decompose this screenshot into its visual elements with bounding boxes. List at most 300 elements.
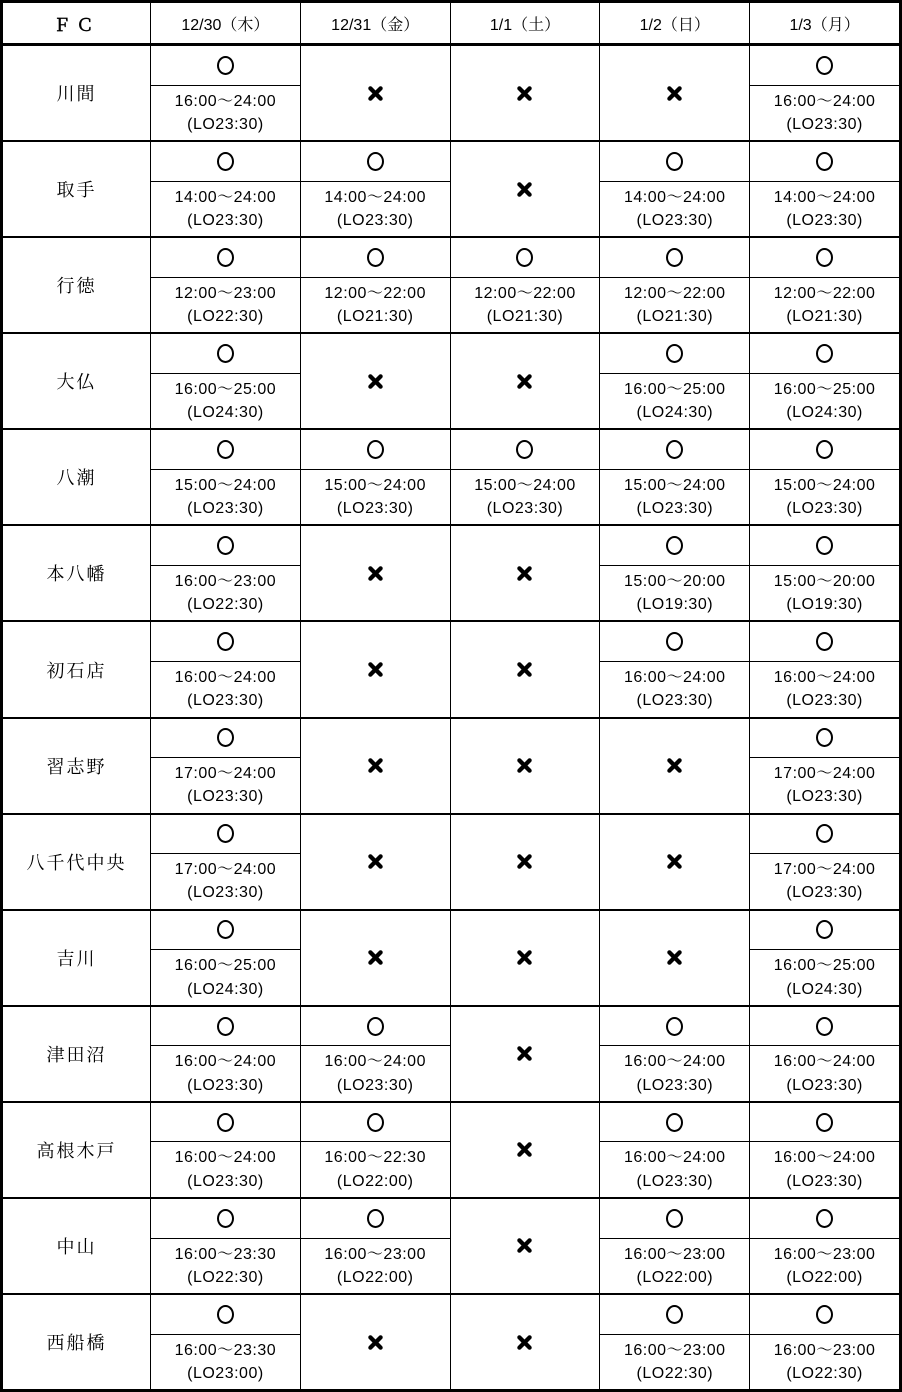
- open-circle-icon: [367, 1209, 384, 1228]
- day-cell-closed: [599, 815, 749, 909]
- last-order-text: (LO23:30): [336, 211, 414, 229]
- hours-text: 16:00～23:00: [773, 1341, 876, 1359]
- day-cell-open: [749, 46, 899, 140]
- open-circle-icon: [516, 248, 533, 267]
- closed-cross-icon: [367, 661, 384, 678]
- table-row: [3, 46, 899, 142]
- hours-block: [600, 470, 749, 525]
- day-cell-closed: [450, 719, 600, 813]
- open-status-area: [750, 911, 899, 951]
- hours-text: 16:00～23:00: [773, 1245, 876, 1263]
- day-cell-closed: [450, 1199, 600, 1293]
- day-cell-closed: [450, 334, 600, 428]
- table-row: [3, 334, 899, 430]
- open-status-area: [600, 1199, 749, 1239]
- last-order-text: (LO23:30): [187, 500, 264, 518]
- hours-text: 14:00～24:00: [623, 188, 726, 206]
- hours-block: [151, 662, 300, 717]
- day-cell-open: [450, 238, 600, 332]
- hours-block: [301, 182, 450, 237]
- hours-block: [151, 470, 300, 525]
- last-order-text: (LO23:30): [636, 1172, 714, 1190]
- store-name-cell: 行徳: [56, 276, 97, 297]
- day-cell-open: [749, 815, 899, 909]
- day-cell-open: [150, 622, 300, 716]
- table-row: [3, 1295, 899, 1389]
- last-order-text: (LO22:00): [336, 1268, 414, 1286]
- last-order-text: (LO22:30): [786, 1364, 863, 1382]
- open-status-area: [750, 1007, 899, 1047]
- hours-text: 12:00～22:00: [474, 284, 576, 302]
- day-cell-open: [150, 238, 300, 332]
- last-order-text: (LO23:30): [786, 500, 863, 518]
- open-circle-icon: [217, 1305, 234, 1324]
- day-cell-closed: [300, 334, 450, 428]
- table-row: [3, 1103, 899, 1199]
- day-cell-open: [150, 815, 300, 909]
- hours-text: 16:00～23:00: [174, 573, 277, 591]
- open-status-area: [151, 1199, 300, 1239]
- last-order-text: (LO22:30): [187, 596, 264, 614]
- day-cell-open: [749, 719, 899, 813]
- store-name-cell: 取手: [56, 180, 97, 201]
- open-circle-icon: [666, 1305, 683, 1324]
- open-status-area: [301, 1007, 450, 1047]
- day-cell-open: [599, 622, 749, 716]
- day-cell-open: [749, 238, 899, 332]
- open-circle-icon: [816, 536, 833, 555]
- closed-cross-icon: [516, 757, 533, 774]
- open-status-area: [151, 46, 300, 86]
- closed-cross-icon: [516, 85, 533, 102]
- hours-text: 16:00～24:00: [174, 92, 277, 110]
- hours-text: 15:00～20:00: [773, 573, 876, 591]
- hours-text: 16:00～25:00: [773, 380, 876, 398]
- closed-cross-icon: [516, 565, 533, 582]
- date-header-1-2: 1/2（日）: [599, 3, 749, 43]
- last-order-text: (LO23:30): [786, 115, 863, 133]
- day-cell-open: [749, 526, 899, 620]
- hours-text: 15:00～24:00: [773, 476, 876, 494]
- store-name-cell: 吉川: [56, 948, 97, 969]
- store-name-cell: 八潮: [56, 468, 97, 489]
- day-cell-open: [749, 1007, 899, 1101]
- open-circle-icon: [217, 1113, 234, 1132]
- last-order-text: (LO22:30): [636, 1364, 714, 1382]
- hours-block: [600, 278, 749, 333]
- hours-text: 16:00～24:00: [773, 669, 876, 687]
- open-circle-icon: [816, 920, 833, 939]
- open-status-area: [750, 1103, 899, 1143]
- open-status-area: [151, 526, 300, 566]
- open-circle-icon: [367, 248, 384, 267]
- hours-block: [151, 854, 300, 909]
- hours-text: 15:00～24:00: [623, 476, 726, 494]
- open-status-area: [600, 1103, 749, 1143]
- open-status-area: [750, 719, 899, 759]
- day-cell-closed: [450, 526, 600, 620]
- hours-text: 16:00～24:00: [623, 1149, 726, 1167]
- table-row: [3, 622, 899, 718]
- day-cell-open: [599, 334, 749, 428]
- hours-text: 15:00～24:00: [324, 476, 426, 494]
- hours-text: 16:00～23:30: [174, 1341, 277, 1359]
- closed-cross-icon: [516, 853, 533, 870]
- last-order-text: (LO21:30): [636, 307, 714, 325]
- open-circle-icon: [217, 1209, 234, 1228]
- open-circle-icon: [816, 56, 833, 75]
- day-cell-open: [150, 526, 300, 620]
- last-order-text: (LO24:30): [786, 980, 863, 998]
- last-order-text: (LO23:30): [486, 500, 564, 518]
- hours-block: [151, 566, 300, 621]
- day-cell-open: [599, 1295, 749, 1389]
- last-order-text: (LO22:00): [336, 1172, 414, 1190]
- hours-text: 17:00～24:00: [773, 861, 876, 879]
- open-circle-icon: [516, 440, 533, 459]
- hours-block: [750, 374, 899, 429]
- day-cell-open: [749, 1103, 899, 1197]
- last-order-text: (LO23:30): [187, 788, 264, 806]
- last-order-text: (LO23:30): [636, 692, 714, 710]
- last-order-text: (LO23:30): [336, 1076, 414, 1094]
- hours-text: 12:00～23:00: [174, 284, 277, 302]
- day-cell-open: [150, 719, 300, 813]
- closed-cross-icon: [367, 949, 384, 966]
- last-order-text: (LO19:30): [636, 596, 714, 614]
- hours-text: 14:00～24:00: [174, 188, 277, 206]
- hours-text: 16:00～23:00: [623, 1245, 726, 1263]
- store-name-cell: 中山: [56, 1236, 97, 1257]
- hours-text: 17:00～24:00: [174, 765, 277, 783]
- open-circle-icon: [217, 536, 234, 555]
- open-circle-icon: [367, 152, 384, 171]
- open-status-area: [600, 430, 749, 470]
- hours-text: 16:00～25:00: [174, 957, 277, 975]
- day-cell-open: [150, 1199, 300, 1293]
- last-order-text: (LO23:30): [786, 1076, 863, 1094]
- hours-block: [750, 1239, 899, 1294]
- day-cell-open: [450, 430, 600, 524]
- day-cell-closed: [300, 1295, 450, 1389]
- open-status-area: [451, 238, 600, 278]
- hours-text: 16:00～24:00: [773, 1053, 876, 1071]
- last-order-text: (LO24:30): [636, 404, 714, 422]
- day-cell-closed: [450, 815, 600, 909]
- day-cell-closed: [450, 142, 600, 236]
- open-status-area: [600, 334, 749, 374]
- hours-text: 14:00～24:00: [324, 188, 426, 206]
- day-cell-closed: [300, 911, 450, 1005]
- closed-cross-icon: [516, 1237, 533, 1254]
- hours-block: [301, 1142, 450, 1197]
- open-status-area: [750, 46, 899, 86]
- hours-text: 16:00～23:00: [324, 1245, 426, 1263]
- day-cell-closed: [300, 622, 450, 716]
- last-order-text: (LO23:30): [187, 1076, 264, 1094]
- hours-text: 16:00～24:00: [174, 1053, 277, 1071]
- open-status-area: [750, 815, 899, 855]
- day-cell-open: [749, 142, 899, 236]
- day-cell-closed: [450, 46, 600, 140]
- open-circle-icon: [217, 632, 234, 651]
- open-status-area: [151, 815, 300, 855]
- hours-block: [151, 86, 300, 141]
- closed-cross-icon: [666, 85, 683, 102]
- closed-cross-icon: [516, 373, 533, 390]
- day-cell-open: [749, 911, 899, 1005]
- open-status-area: [750, 1199, 899, 1239]
- day-cell-open: [599, 1103, 749, 1197]
- open-status-area: [301, 238, 450, 278]
- day-cell-open: [300, 1007, 450, 1101]
- open-status-area: [151, 1103, 300, 1143]
- hours-block: [301, 278, 450, 333]
- day-cell-closed: [599, 911, 749, 1005]
- day-cell-open: [150, 1103, 300, 1197]
- day-cell-open: [749, 334, 899, 428]
- day-cell-open: [300, 238, 450, 332]
- open-status-area: [600, 142, 749, 182]
- open-circle-icon: [816, 632, 833, 651]
- table-row: [3, 238, 899, 334]
- day-cell-open: [749, 430, 899, 524]
- open-status-area: [600, 622, 749, 662]
- header-row: [3, 3, 899, 46]
- open-status-area: [451, 430, 600, 470]
- open-status-area: [151, 719, 300, 759]
- last-order-text: (LO23:30): [187, 211, 264, 229]
- closed-cross-icon: [367, 1334, 384, 1351]
- open-circle-icon: [666, 632, 683, 651]
- open-status-area: [301, 142, 450, 182]
- store-name-cell: 川間: [56, 84, 97, 105]
- table-row: [3, 142, 899, 238]
- date-header-1-1: 1/1（土）: [450, 3, 600, 43]
- hours-text: 12:00～22:00: [623, 284, 726, 302]
- day-cell-open: [599, 1199, 749, 1293]
- hours-text: 16:00～25:00: [623, 380, 726, 398]
- hours-block: [750, 86, 899, 141]
- store-name-cell: 八千代中央: [26, 852, 127, 873]
- hours-block: [151, 1046, 300, 1101]
- hours-block: [600, 566, 749, 621]
- last-order-text: (LO24:30): [187, 980, 264, 998]
- closed-cross-icon: [666, 757, 683, 774]
- last-order-text: (LO23:00): [187, 1364, 264, 1382]
- open-status-area: [151, 334, 300, 374]
- hours-block: [301, 1046, 450, 1101]
- store-name-cell: 習志野: [46, 756, 107, 777]
- hours-text: 15:00～24:00: [174, 476, 277, 494]
- closed-cross-icon: [516, 661, 533, 678]
- store-name-cell: 津田沼: [46, 1044, 107, 1065]
- hours-block: [600, 1046, 749, 1101]
- hours-text: 15:00～24:00: [474, 476, 576, 494]
- open-circle-icon: [816, 440, 833, 459]
- open-status-area: [151, 622, 300, 662]
- open-circle-icon: [816, 248, 833, 267]
- open-circle-icon: [367, 1017, 384, 1036]
- open-circle-icon: [816, 728, 833, 747]
- day-cell-open: [150, 1007, 300, 1101]
- open-circle-icon: [217, 152, 234, 171]
- last-order-text: (LO23:30): [187, 1172, 264, 1190]
- closed-cross-icon: [516, 1334, 533, 1351]
- hours-block: [151, 1239, 300, 1294]
- open-status-area: [600, 526, 749, 566]
- store-name-cell: 高根木戸: [36, 1140, 117, 1161]
- day-cell-open: [599, 430, 749, 524]
- open-status-area: [301, 1103, 450, 1143]
- table-row: [3, 815, 899, 911]
- open-circle-icon: [666, 152, 683, 171]
- hours-block: [750, 662, 899, 717]
- open-circle-icon: [666, 1017, 683, 1036]
- open-status-area: [151, 1007, 300, 1047]
- hours-block: [600, 1239, 749, 1294]
- hours-text: 15:00～20:00: [623, 573, 726, 591]
- open-circle-icon: [217, 1017, 234, 1036]
- date-header-12-31: 12/31（金）: [300, 3, 450, 43]
- hours-block: [750, 1335, 899, 1390]
- hours-text: 16:00～24:00: [324, 1053, 426, 1071]
- hours-block: [151, 950, 300, 1005]
- last-order-text: (LO21:30): [486, 307, 564, 325]
- hours-text: 16:00～25:00: [773, 957, 876, 975]
- open-circle-icon: [217, 248, 234, 267]
- day-cell-closed: [450, 1007, 600, 1101]
- last-order-text: (LO23:30): [636, 211, 714, 229]
- hours-text: 16:00～24:00: [174, 669, 277, 687]
- open-status-area: [750, 430, 899, 470]
- open-status-area: [600, 1007, 749, 1047]
- open-status-area: [750, 622, 899, 662]
- day-cell-open: [150, 46, 300, 140]
- hours-text: 16:00～22:30: [324, 1149, 426, 1167]
- hours-text: 17:00～24:00: [174, 861, 277, 879]
- store-name-cell: 初石店: [46, 660, 107, 681]
- hours-text: 16:00～24:00: [174, 1149, 277, 1167]
- hours-block: [151, 1335, 300, 1390]
- last-order-text: (LO22:00): [636, 1268, 714, 1286]
- open-status-area: [750, 238, 899, 278]
- closed-cross-icon: [516, 181, 533, 198]
- open-circle-icon: [816, 1305, 833, 1324]
- day-cell-open: [150, 142, 300, 236]
- hours-text: 16:00～24:00: [623, 1053, 726, 1071]
- day-cell-open: [150, 430, 300, 524]
- table-row: [3, 526, 899, 622]
- hours-block: [750, 1046, 899, 1101]
- last-order-text: (LO23:30): [636, 1076, 714, 1094]
- store-name-cell: 大仏: [56, 372, 97, 393]
- last-order-text: (LO22:30): [187, 1268, 264, 1286]
- last-order-text: (LO23:30): [786, 884, 863, 902]
- last-order-text: (LO23:30): [187, 692, 264, 710]
- day-cell-open: [150, 334, 300, 428]
- hours-block: [151, 1142, 300, 1197]
- open-status-area: [750, 334, 899, 374]
- hours-block: [600, 662, 749, 717]
- last-order-text: (LO23:30): [187, 884, 264, 902]
- closed-cross-icon: [516, 949, 533, 966]
- day-cell-closed: [599, 46, 749, 140]
- day-cell-open: [300, 1199, 450, 1293]
- open-circle-icon: [816, 824, 833, 843]
- table-row: [3, 911, 899, 1007]
- hours-text: 14:00～24:00: [773, 188, 876, 206]
- closed-cross-icon: [367, 373, 384, 390]
- last-order-text: (LO23:30): [187, 115, 264, 133]
- last-order-text: (LO23:30): [786, 1172, 863, 1190]
- open-status-area: [151, 142, 300, 182]
- day-cell-closed: [450, 622, 600, 716]
- hours-block: [750, 950, 899, 1005]
- hours-block: [151, 374, 300, 429]
- hours-block: [151, 278, 300, 333]
- day-cell-open: [749, 622, 899, 716]
- day-cell-open: [150, 1295, 300, 1389]
- date-header-1-3: 1/3（月）: [749, 3, 899, 43]
- closed-cross-icon: [367, 85, 384, 102]
- day-cell-closed: [450, 1103, 600, 1197]
- last-order-text: (LO23:30): [336, 500, 414, 518]
- last-order-text: (LO22:30): [187, 307, 264, 325]
- hours-text: 12:00～22:00: [324, 284, 426, 302]
- last-order-text: (LO19:30): [786, 596, 863, 614]
- hours-block: [750, 1142, 899, 1197]
- last-order-text: (LO23:30): [786, 692, 863, 710]
- hours-block: [750, 566, 899, 621]
- date-header-12-30: 12/30（木）: [150, 3, 300, 43]
- table-row: [3, 430, 899, 526]
- hours-block: [600, 182, 749, 237]
- hours-block: [151, 182, 300, 237]
- day-cell-open: [749, 1199, 899, 1293]
- last-order-text: (LO23:30): [636, 500, 714, 518]
- day-cell-open: [599, 238, 749, 332]
- open-circle-icon: [217, 920, 234, 939]
- open-status-area: [600, 1295, 749, 1335]
- last-order-text: (LO24:30): [187, 404, 264, 422]
- open-circle-icon: [666, 1209, 683, 1228]
- open-circle-icon: [816, 1209, 833, 1228]
- hours-text: 16:00～23:30: [174, 1245, 277, 1263]
- hours-block: [301, 1239, 450, 1294]
- hours-block: [600, 1142, 749, 1197]
- open-status-area: [750, 142, 899, 182]
- day-cell-open: [150, 911, 300, 1005]
- day-cell-closed: [450, 1295, 600, 1389]
- table-row: [3, 719, 899, 815]
- hours-text: 16:00～24:00: [773, 1149, 876, 1167]
- open-circle-icon: [217, 824, 234, 843]
- open-status-area: [750, 1295, 899, 1335]
- hours-block: [301, 470, 450, 525]
- day-cell-open: [300, 430, 450, 524]
- open-circle-icon: [816, 1113, 833, 1132]
- hours-text: 12:00～22:00: [773, 284, 876, 302]
- open-circle-icon: [217, 56, 234, 75]
- closed-cross-icon: [367, 565, 384, 582]
- open-circle-icon: [816, 152, 833, 171]
- hours-block: [151, 758, 300, 813]
- closed-cross-icon: [367, 757, 384, 774]
- last-order-text: (LO21:30): [786, 307, 863, 325]
- hours-block: [451, 470, 600, 525]
- closed-cross-icon: [367, 853, 384, 870]
